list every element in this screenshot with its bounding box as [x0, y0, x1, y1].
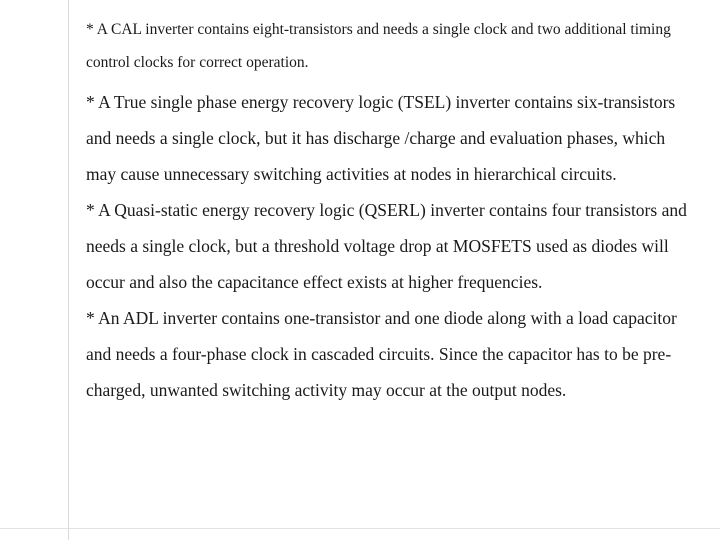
slide-body [86, 0, 698, 408]
left-divider-line [68, 0, 69, 540]
paragraph-adl-inverter: * An ADL inverter contains one-transistor and one diode along with a load capacitor and needs a four-phase clock in cascaded circuits. Since the capacitor has to be pre-charged, unwanted switching activity may occur at the output nodes. [86, 308, 677, 400]
paragraph-qserl-inverter: * A Quasi-static energy recovery logic (QSERL) inverter contains four transistors and needs a single clock, but a threshold voltage drop at MOSFETS used as diodes will occur and also the capacitance effect exists at higher frequencies. [86, 200, 687, 292]
bottom-divider-line [0, 528, 720, 529]
paragraph-tsel-inverter: * A True single phase energy recovery logic (TSEL) inverter contains six-transistors and needs a single clock, but it has discharge /charge and evaluation phases, which may cause unnecessary switching activities at nodes in hierarchical circuits. [86, 92, 676, 184]
paragraph-cal-inverter: * A CAL inverter contains eight-transistors and needs a single clock and two additional timing control clocks for correct operation. [86, 21, 671, 71]
